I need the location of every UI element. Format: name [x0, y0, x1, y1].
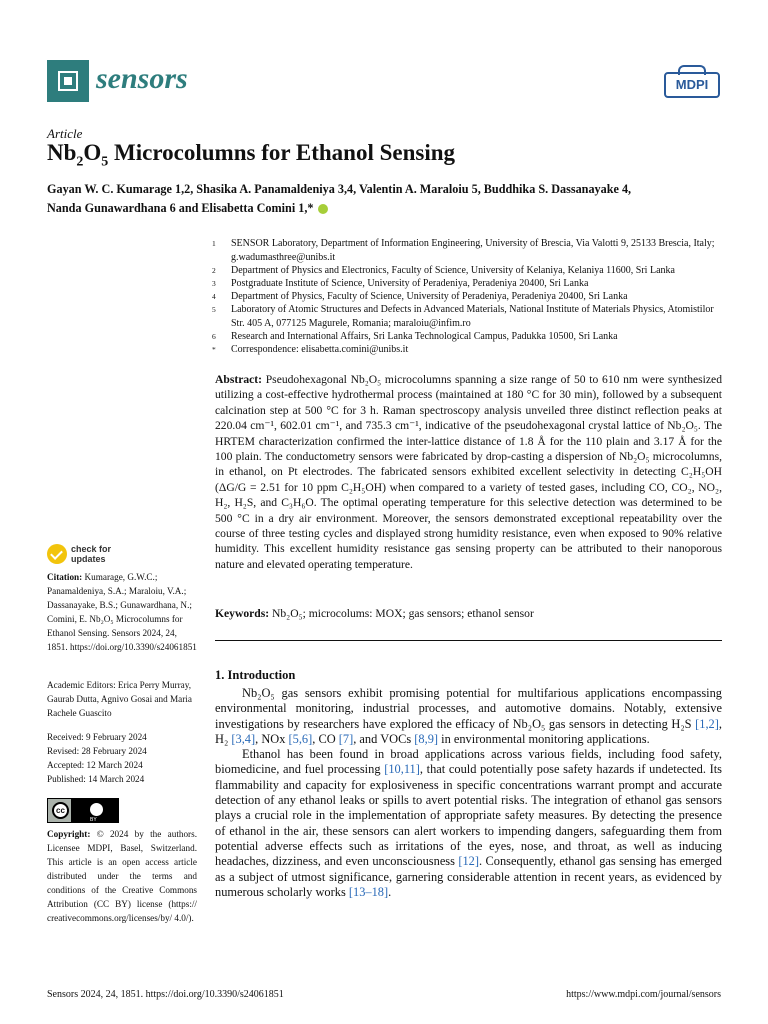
received-date: Received: 9 February 2024 — [47, 732, 147, 742]
paragraph: Ethanol has been found in broad applications across various fields, including food safety, biomedicine, and fuel processing [10,11], that could potentially pose safety hazards if undetected. Its flammability and capacity for explosiveness in specific concentrations warrant prompt and accurate detection of any ethanol leaks or spills to avert potential risks. The integration of ethanol gas sensors plays a crucial role in the implementation of appropriate safety measures. By detecting the presence of ethanol in the air, these sensors can alert workers to impending dangers, safeguarding them from potential adverse effects such as irritations of the eyes, nose, and throat, as well as inducing headaches, dizziness, and even unconsciousness [12]. Consequently, ethanol gas sensing has emerged as a subject of utmost significance, garnering considerable attention in recent years, as evidenced by numerous scholarly works [13–18]. — [215, 747, 723, 899]
authors-line-1: Gayan W. C. Kumarage 1,2, Shasika A. Panamaldeniya 3,4, Valentin A. Maraloiu 5, Buddhika S. Dassanayake 4, — [47, 182, 632, 196]
footer-journal-link[interactable]: https://www.mdpi.com/journal/sensors — [566, 989, 721, 1000]
citation-link[interactable]: [12] — [458, 854, 480, 869]
orcid-icon[interactable] — [318, 204, 328, 214]
citation-link[interactable]: [5,6] — [288, 731, 313, 746]
citation: Citation: Kumarage, G.W.C.; Panamaldeniya, S.A.; Maraloiu, V.A.; Dassanayake, B.S.; Gunawardhana, N.; Comini, E. Nb₂O₅ Microcolumns for Ethanol Sensing. Sensors 2024, 24, 1851. https://doi.org/10.3390/s24061851 — [47, 572, 197, 652]
citation-link[interactable]: [1,2] — [695, 716, 719, 731]
abstract: Abstract: Pseudohexagonal Nb₂O₅ microcolumns spanning a size range of 50 to 610 nm were synthesized utilizing a cost-effective hydrothermal process (maintained at 180 °C for 30 min), followed by a subsequent calcination step at 500 °C for 3 h. Raman spectroscopy analysis unveiled three distinct reflection peaks at 220.04 cm⁻¹, 602.01 cm⁻¹, and 735.3 cm⁻¹, indicative of the pseudohexagonal crystal lattice of Nb₂O₅. The HRTEM characterization confirmed the inter-lattice distance of 1.8 Å for the 110 plain and 3.17 Å for the 100 plain. The conductometry sensors were fabricated by drop-casting a dispersion of Nb₂O₅ microcolumns, in ethanol, on Pt electrodes. The fabricated sensors exhibited excellent selectivity in detecting C₂H₅OH (ΔG/G = 2.51 for 10 ppm C₂H₅OH) when compared to a variety of tested gases, including CO, CO₂, NO₂, H₂, H₂S, and C₃H₆O. The optimal operating temperature for this selective detection was determined to be 500 °C in a dry air environment. Moreover, the sensors demonstrated exceptional repeatability over the course of three testing cycles and displayed strong humidity resistance, even when exposed to 90% relative humidity. This excellent humidity resistance gas sensing property can be attributed to their nanoporous nature and elevated operating temperature. — [215, 373, 722, 571]
divider — [215, 640, 722, 641]
citation-link[interactable]: [7] — [338, 731, 354, 746]
published-date: Published: 14 March 2024 — [47, 774, 145, 784]
accepted-date: Accepted: 12 March 2024 — [47, 760, 143, 770]
citation-link[interactable]: [10,11] — [384, 762, 420, 777]
person-icon — [88, 801, 105, 818]
section-heading: 1. Introduction — [215, 668, 296, 682]
author-list — [47, 180, 727, 218]
citation-link[interactable]: [8,9] — [414, 731, 439, 746]
keywords: Keywords: Nb₂O₅; microcolums: MOX; gas sensors; ethanol sensor — [215, 607, 534, 620]
copyright: Copyright: © 2024 by the authors. Licensee MDPI, Basel, Switzerland. This article is an open access article distributed under the terms and conditions of the Creative Commons Attribution (CC BY) license (https:// creativecommons.org/licenses/by/ 4.0/). — [47, 829, 197, 923]
footer-citation: Sensors 2024, 24, 1851. https://doi.org/10.3390/s24061851 — [47, 989, 284, 1000]
cc-by-license-icon[interactable]: cc BY — [47, 798, 119, 823]
publisher-logo[interactable]: MDPI — [664, 72, 720, 98]
check-icon — [47, 544, 67, 564]
journal-logo-icon — [47, 60, 89, 102]
citation-link[interactable]: [13–18] — [348, 884, 389, 899]
citation-link[interactable]: [3,4] — [231, 731, 256, 746]
body-text — [215, 686, 722, 900]
revised-date: Revised: 28 February 2024 — [47, 746, 147, 756]
article-type: Article — [47, 126, 83, 141]
journal-name: sensors — [96, 62, 188, 95]
page-title: $Nb_2O_5$ Microcolumns for Ethanol Sensing — [47, 140, 456, 170]
academic-editors: Academic Editors: Erica Perry Murray, Gaurab Dutta, Agnivo Gosai and Maria Rachele Guascito — [47, 680, 192, 718]
authors-line-2: Nanda Gunawardhana 6 and Elisabetta Comini 1,* — [47, 199, 727, 218]
paragraph: Nb₂O₅ gas sensors exhibit promising potential for multifarious applications encompassing environmental monitoring, industrial processes, and automotive domains. Notably, extensive investigations by researchers have explored the efficacy of Nb₂O₅ gas sensors in detecting H₂S [1,2], H₂ [3,4], NOx [5,6], CO [7], and VOCs [8,9] in environmental monitoring applications. — [215, 686, 722, 746]
affiliation: 1 SENSOR Laboratory, Department of Information Engineering, University of Brescia, Via Valotti 9, 25133 Brescia, Italy; g.wadumasthree@unibs.it — [212, 238, 715, 263]
